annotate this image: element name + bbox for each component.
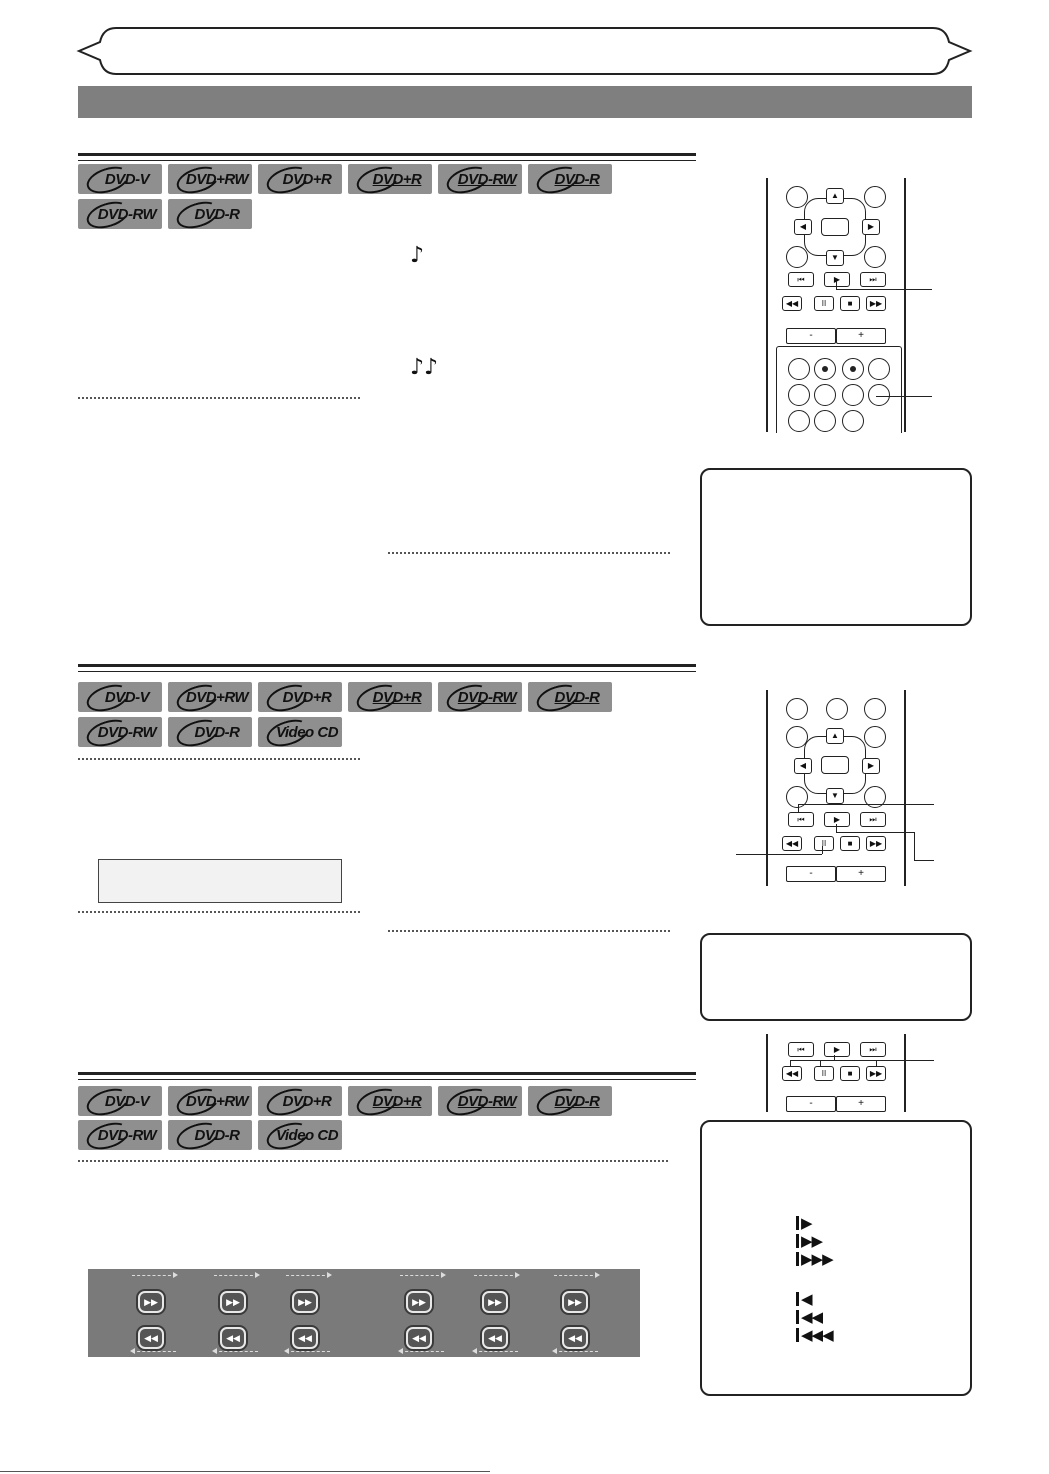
info-box-1 <box>700 468 972 626</box>
section-rule-3 <box>78 1072 696 1080</box>
callout-line <box>790 1060 791 1066</box>
callout-line <box>790 1060 934 1061</box>
remote-button <box>864 726 886 748</box>
slow-reverse-3-icon: ◀◀◀ <box>796 1326 833 1344</box>
skip-back-button[interactable]: ⏮ <box>788 272 814 287</box>
remote-button <box>842 358 864 380</box>
callout-line <box>914 832 915 860</box>
plus-button[interactable]: + <box>836 1096 886 1112</box>
rewind-icon: ◀◀ <box>406 1327 432 1349</box>
forward-arrow <box>400 1275 444 1276</box>
skip-back-button[interactable]: ⏮ <box>788 812 814 827</box>
rewind-icon: ◀◀ <box>562 1327 588 1349</box>
remote-button <box>786 246 808 268</box>
remote-button <box>864 246 886 268</box>
fast-forward-icon: ▶▶ <box>482 1291 508 1313</box>
remote-button <box>786 698 808 720</box>
badge-dvd-plus-r-vr: DVD+R <box>348 164 432 194</box>
enter-button[interactable] <box>821 218 849 236</box>
slow-reverse-1-icon: ◀ <box>796 1290 812 1308</box>
fast-forward-icon: ▶▶ <box>138 1291 164 1313</box>
slow-forward-1-icon: ▶ <box>796 1214 812 1232</box>
skip-forward-button[interactable]: ⏭ <box>860 272 886 287</box>
callout-line <box>876 1060 877 1066</box>
skip-forward-button[interactable]: ⏭ <box>860 1042 886 1057</box>
screen-display-box <box>98 859 342 903</box>
right-arrow-button[interactable]: ▶ <box>862 219 880 235</box>
dotted-separator <box>78 1160 668 1162</box>
skip-forward-button[interactable]: ⏭ <box>860 812 886 827</box>
forward-arrow <box>286 1275 330 1276</box>
fast-forward-icon: ▶▶ <box>220 1291 246 1313</box>
reverse-arrow <box>214 1351 258 1352</box>
remote-button <box>826 698 848 720</box>
reverse-arrow <box>132 1351 176 1352</box>
dotted-separator <box>78 397 360 399</box>
double-note-icon: ♪♪ <box>410 355 439 380</box>
search-speed-table <box>88 1269 640 1357</box>
fast-forward-icon: ▶▶ <box>562 1291 588 1313</box>
badge-dvd-minus-r: DVD-R <box>168 199 252 229</box>
reverse-arrow <box>286 1351 330 1352</box>
badge-dvd-plus-r-vr: DVD+R <box>348 682 432 712</box>
down-arrow-button[interactable]: ▼ <box>826 250 844 266</box>
remote-button <box>788 410 810 432</box>
up-arrow-button[interactable]: ▲ <box>826 728 844 744</box>
remote-button <box>814 358 836 380</box>
callout-line <box>736 854 822 855</box>
dotted-separator <box>388 930 670 932</box>
stop-button[interactable]: ■ <box>840 296 860 311</box>
rewind-icon: ◀◀ <box>138 1327 164 1349</box>
callout-line <box>836 832 914 833</box>
badge-dvd-plus-rw: DVD+RW <box>168 682 252 712</box>
badge-dvd-v: DVD-V <box>78 682 162 712</box>
remote-button <box>814 410 836 432</box>
reverse-arrow <box>400 1351 444 1352</box>
remote-button <box>814 384 836 406</box>
enter-button[interactable] <box>821 756 849 774</box>
callout-line <box>798 804 934 805</box>
skip-back-button[interactable]: ⏮ <box>788 1042 814 1057</box>
remote-button <box>842 384 864 406</box>
section-rule-1 <box>78 153 696 161</box>
stop-button[interactable]: ■ <box>840 836 860 851</box>
badge-dvd-minus-rw: DVD-RW <box>78 717 162 747</box>
info-box-3 <box>700 1120 972 1396</box>
rewind-button[interactable]: ◀◀ <box>782 296 802 311</box>
remote-illustration-3 <box>766 1034 906 1112</box>
left-arrow-button[interactable]: ◀ <box>794 219 812 235</box>
badge-dvd-v: DVD-V <box>78 1086 162 1116</box>
badge-dvd-minus-r-vr: DVD-R <box>528 1086 612 1116</box>
title-banner <box>76 22 973 80</box>
callout-line <box>836 289 932 290</box>
reverse-arrow <box>474 1351 518 1352</box>
minus-button[interactable]: - <box>786 1096 836 1112</box>
badge-dvd-minus-r: DVD-R <box>168 717 252 747</box>
badge-dvd-minus-rw-vr: DVD-RW <box>438 682 522 712</box>
forward-arrow <box>214 1275 258 1276</box>
fast-forward-button[interactable]: ▶▶ <box>866 296 886 311</box>
badge-dvd-minus-r-vr: DVD-R <box>528 164 612 194</box>
play-button[interactable]: ▶ <box>824 812 850 827</box>
pause-button[interactable]: II <box>814 1066 834 1081</box>
play-button[interactable]: ▶ <box>824 272 850 287</box>
remote-illustration-1 <box>766 178 906 432</box>
remote-button <box>864 186 886 208</box>
note-icon: ♪ <box>410 243 425 268</box>
fast-forward-icon: ▶▶ <box>406 1291 432 1313</box>
rewind-icon: ◀◀ <box>220 1327 246 1349</box>
remote-button <box>788 358 810 380</box>
badge-dvd-plus-rw: DVD+RW <box>168 164 252 194</box>
badge-dvd-plus-rw: DVD+RW <box>168 1086 252 1116</box>
rewind-button[interactable]: ◀◀ <box>782 1066 802 1081</box>
remote-button <box>868 384 890 406</box>
dotted-separator <box>388 552 670 554</box>
badge-video-cd: Video CD <box>258 717 342 747</box>
play-button[interactable]: ▶ <box>824 1042 850 1057</box>
fast-forward-button[interactable]: ▶▶ <box>866 836 886 851</box>
minus-button[interactable]: - <box>786 866 836 882</box>
minus-button[interactable]: - <box>786 328 836 344</box>
dotted-separator <box>78 758 360 760</box>
pause-button[interactable]: II <box>814 836 834 851</box>
badge-dvd-plus-r: DVD+R <box>258 164 342 194</box>
callout-line <box>798 804 799 812</box>
slow-reverse-2-icon: ◀◀ <box>796 1308 822 1326</box>
remote-button <box>864 698 886 720</box>
footer-rule <box>0 1471 490 1472</box>
callout-line <box>820 1060 821 1066</box>
forward-arrow <box>554 1275 598 1276</box>
dotted-separator <box>78 911 360 913</box>
slow-forward-3-icon: ▶▶▶ <box>796 1250 833 1268</box>
remote-button <box>788 384 810 406</box>
fast-forward-button[interactable]: ▶▶ <box>866 1066 886 1081</box>
remote-button <box>868 358 890 380</box>
callout-line <box>836 824 837 832</box>
badge-dvd-minus-r: DVD-R <box>168 1120 252 1150</box>
badge-dvd-v: DVD-V <box>78 164 162 194</box>
forward-arrow <box>474 1275 518 1276</box>
callout-line <box>822 846 823 854</box>
plus-button[interactable]: + <box>836 866 886 882</box>
rewind-icon: ◀◀ <box>292 1327 318 1349</box>
section-header-bar <box>78 86 972 118</box>
pause-button[interactable]: II <box>814 296 834 311</box>
up-arrow-button[interactable]: ▲ <box>826 188 844 204</box>
remote-illustration-2 <box>766 690 906 886</box>
badge-dvd-minus-rw-vr: DVD-RW <box>438 164 522 194</box>
badge-dvd-plus-r: DVD+R <box>258 1086 342 1116</box>
right-arrow-button[interactable]: ▶ <box>862 758 880 774</box>
badge-dvd-plus-r: DVD+R <box>258 682 342 712</box>
badge-video-cd: Video CD <box>258 1120 342 1150</box>
forward-arrow <box>132 1275 176 1276</box>
slow-forward-2-icon: ▶▶ <box>796 1232 822 1250</box>
remote-button <box>842 410 864 432</box>
down-arrow-button[interactable]: ▼ <box>826 788 844 804</box>
callout-line <box>876 396 932 397</box>
callout-line <box>914 860 934 861</box>
callout-line <box>834 1055 835 1060</box>
left-arrow-button[interactable]: ◀ <box>794 758 812 774</box>
badge-dvd-plus-r-vr: DVD+R <box>348 1086 432 1116</box>
badge-dvd-minus-rw-vr: DVD-RW <box>438 1086 522 1116</box>
badge-dvd-minus-rw: DVD-RW <box>78 1120 162 1150</box>
rewind-icon: ◀◀ <box>482 1327 508 1349</box>
badge-dvd-minus-rw: DVD-RW <box>78 199 162 229</box>
badge-dvd-minus-r-vr: DVD-R <box>528 682 612 712</box>
stop-button[interactable]: ■ <box>840 1066 860 1081</box>
info-box-2 <box>700 933 972 1021</box>
reverse-arrow <box>554 1351 598 1352</box>
rewind-button[interactable]: ◀◀ <box>782 836 802 851</box>
plus-button[interactable]: + <box>836 328 886 344</box>
section-rule-2 <box>78 664 696 672</box>
fast-forward-icon: ▶▶ <box>292 1291 318 1313</box>
callout-line <box>836 281 837 289</box>
